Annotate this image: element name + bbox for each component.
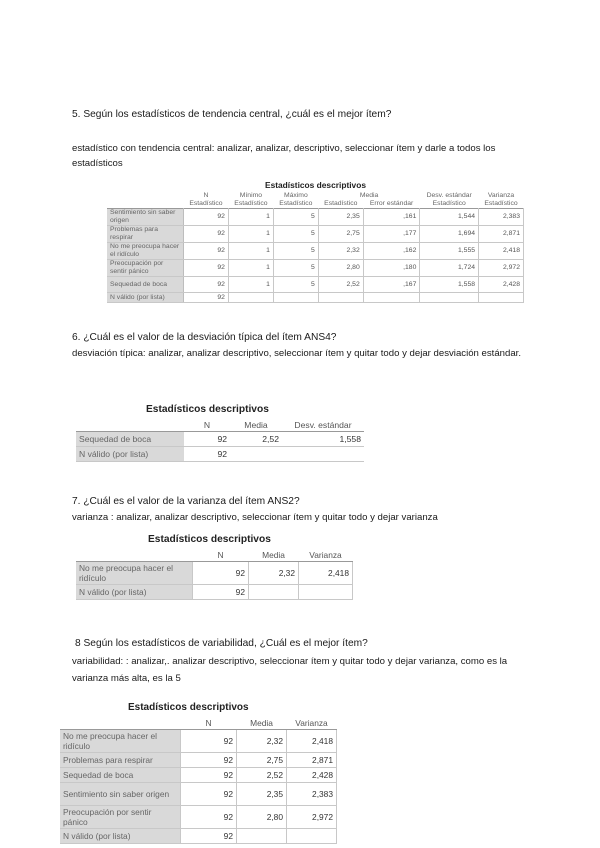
- cell-se: ,161: [363, 209, 420, 226]
- cell-n: 92: [184, 260, 229, 277]
- col-min: Mínimo: [239, 192, 263, 199]
- col-n: N: [193, 549, 249, 562]
- cell-min: 1: [228, 226, 273, 243]
- question-7: 7. ¿Cuál es el valor de la varianza del ítem ANS2?: [72, 496, 300, 507]
- cell-n: 92: [184, 277, 229, 293]
- row-label: N válido (por lista): [60, 829, 181, 844]
- table-row: [76, 562, 353, 585]
- question-6: 6. ¿Cuál es el valor de la desviación típica del ítem ANS4?: [72, 332, 337, 343]
- col-var: Varianza: [287, 717, 337, 730]
- cell-mean: 2,32: [237, 730, 287, 753]
- sub-header: Estadístico: [484, 200, 518, 207]
- row-label: No me preocupa hacer el ridículo: [76, 562, 193, 585]
- cell-n: 92: [181, 768, 237, 783]
- cell-mean: 2,80: [237, 806, 287, 829]
- cell-n: 92: [193, 562, 249, 585]
- cell-var: 2,972: [479, 260, 524, 277]
- cell-n: 92: [181, 753, 237, 768]
- row-label: N válido (por lista): [76, 585, 193, 600]
- cell-n: 92: [184, 432, 230, 447]
- cell-n: 92: [181, 730, 237, 753]
- sub-header: Estadístico: [432, 200, 466, 207]
- cell-se: ,177: [363, 226, 420, 243]
- cell-sd: 1,558: [420, 277, 479, 293]
- table-row: [107, 243, 524, 260]
- col-n: N: [181, 717, 237, 730]
- row-label: No me preocupa hacer el ridículo: [107, 243, 184, 260]
- cell-min: 1: [228, 209, 273, 226]
- table-descriptives-sd: [76, 404, 364, 462]
- cell-var: 2,428: [479, 277, 524, 293]
- cell-n: 92: [184, 226, 229, 243]
- table-row-valid: [60, 829, 337, 844]
- table-row: [107, 277, 524, 293]
- question-8: 8 Según los estadísticos de variabilidad, ¿Cuál es el mejor ítem?: [75, 638, 368, 649]
- cell-mean: 2,75: [318, 226, 363, 243]
- row-label: Sequedad de boca: [76, 432, 184, 447]
- row-label: Sequedad de boca: [107, 277, 184, 293]
- table-row: [107, 209, 524, 226]
- cell-n: 92: [181, 806, 237, 829]
- cell-var: 2,428: [287, 768, 337, 783]
- col-sd: Desv. estándar: [426, 192, 472, 199]
- question-5: 5. Según los estadísticos de tendencia central, ¿cuál es el mejor ítem?: [72, 109, 392, 120]
- table-row: [76, 432, 364, 447]
- cell-mean: 2,35: [318, 209, 363, 226]
- col-mean: Media: [359, 192, 379, 199]
- table-row: [107, 226, 524, 243]
- cell-var: 2,383: [479, 209, 524, 226]
- cell-mean: 2,35: [237, 783, 287, 806]
- table-row: [107, 260, 524, 277]
- table-row-valid: [76, 585, 353, 600]
- cell-max: 5: [273, 226, 318, 243]
- row-label: Problemas para respirar: [107, 226, 184, 243]
- cell-max: 5: [273, 209, 318, 226]
- sub-header: Estadístico: [279, 200, 313, 207]
- col-mean: Media: [237, 717, 287, 730]
- table-descriptives-var: [76, 534, 353, 600]
- cell-sd: 1,694: [420, 226, 479, 243]
- row-label: Preocupación por sentir pánico: [107, 260, 184, 277]
- answer-7: varianza : analizar, analizar descriptivo, seleccionar ítem y quitar todo y dejar varianza: [72, 512, 438, 523]
- table-title: Estadísticos descriptivos: [148, 534, 271, 545]
- cell-mean: 2,80: [318, 260, 363, 277]
- cell-sd: 1,724: [420, 260, 479, 277]
- cell-n: 92: [184, 447, 230, 462]
- table-row: [60, 783, 337, 806]
- cell-n: 92: [181, 829, 237, 844]
- row-label: Preocupación por sentir pánico: [60, 806, 181, 829]
- row-label: Problemas para respirar: [60, 753, 181, 768]
- cell-sd: 1,558: [282, 432, 364, 447]
- cell-max: 5: [273, 243, 318, 260]
- row-label: N válido (por lista): [107, 293, 184, 303]
- row-label: N válido (por lista): [76, 447, 184, 462]
- cell-n: 92: [181, 783, 237, 806]
- col-mean: Media: [249, 549, 299, 562]
- row-label: No me preocupa hacer el ridículo: [60, 730, 181, 753]
- cell-sd: 1,555: [420, 243, 479, 260]
- cell-var: 2,972: [287, 806, 337, 829]
- row-label: Sentimiento sin saber origen: [107, 209, 184, 226]
- col-n: N: [184, 419, 230, 432]
- cell-se: ,162: [363, 243, 420, 260]
- cell-mean: 2,52: [230, 432, 282, 447]
- sub-header: Estadístico: [234, 200, 268, 207]
- table-row-valid: [76, 447, 364, 462]
- table-title: Estadísticos descriptivos: [264, 180, 366, 190]
- table-title: Estadísticos descriptivos: [128, 702, 249, 713]
- cell-sd: 1,544: [420, 209, 479, 226]
- cell-mean: 2,32: [318, 243, 363, 260]
- cell-mean: 2,75: [237, 753, 287, 768]
- answer-5: estadístico con tendencia central: analizar, analizar, descriptivo, seleccionar ítem y darle a todos los estadísticos: [72, 143, 496, 169]
- cell-var: 2,418: [287, 730, 337, 753]
- cell-n: 92: [184, 209, 229, 226]
- cell-n: 92: [184, 293, 229, 303]
- cell-n: 92: [193, 585, 249, 600]
- table-row: [60, 768, 337, 783]
- table-row-valid: [107, 293, 524, 303]
- sub-header: Estadístico: [324, 200, 358, 207]
- cell-mean: 2,52: [237, 768, 287, 783]
- cell-mean: 2,52: [318, 277, 363, 293]
- cell-var: 2,871: [479, 226, 524, 243]
- cell-var: 2,383: [287, 783, 337, 806]
- row-label: Sentimiento sin saber origen: [60, 783, 181, 806]
- col-var: Varianza: [299, 549, 353, 562]
- col-mean: Media: [230, 419, 282, 432]
- row-label: Sequedad de boca: [60, 768, 181, 783]
- cell-var: 2,418: [479, 243, 524, 260]
- cell-min: 1: [228, 243, 273, 260]
- cell-n: 92: [184, 243, 229, 260]
- cell-se: ,167: [363, 277, 420, 293]
- answer-6: desviación típica: analizar, analizar descriptivo, seleccionar ítem y quitar todo y dejar desviación estándar.: [72, 348, 522, 359]
- col-var: Varianza: [487, 192, 515, 199]
- cell-max: 5: [273, 277, 318, 293]
- table-row: [60, 806, 337, 829]
- cell-min: 1: [228, 277, 273, 293]
- cell-se: ,180: [363, 260, 420, 277]
- sub-header: Error estándar: [369, 200, 414, 207]
- col-sd: Desv. estándar: [282, 419, 364, 432]
- sub-header: Estadístico: [189, 200, 223, 207]
- cell-var: 2,418: [299, 562, 353, 585]
- table-descriptives-variability: [60, 702, 337, 844]
- cell-min: 1: [228, 260, 273, 277]
- table-row: [60, 730, 337, 753]
- table-title: Estadísticos descriptivos: [146, 404, 269, 415]
- col-n: N: [203, 192, 209, 199]
- cell-mean: 2,32: [249, 562, 299, 585]
- table-descriptives-full: [107, 180, 524, 303]
- cell-max: 5: [273, 260, 318, 277]
- table-row: [60, 753, 337, 768]
- col-max: Máximo: [283, 192, 308, 199]
- answer-8: variabilidad: : analizar,. analizar descriptivo, seleccionar ítem y quitar todo y dejar varianza, como es la varianza más alta, es la 5: [72, 656, 508, 684]
- cell-var: 2,871: [287, 753, 337, 768]
